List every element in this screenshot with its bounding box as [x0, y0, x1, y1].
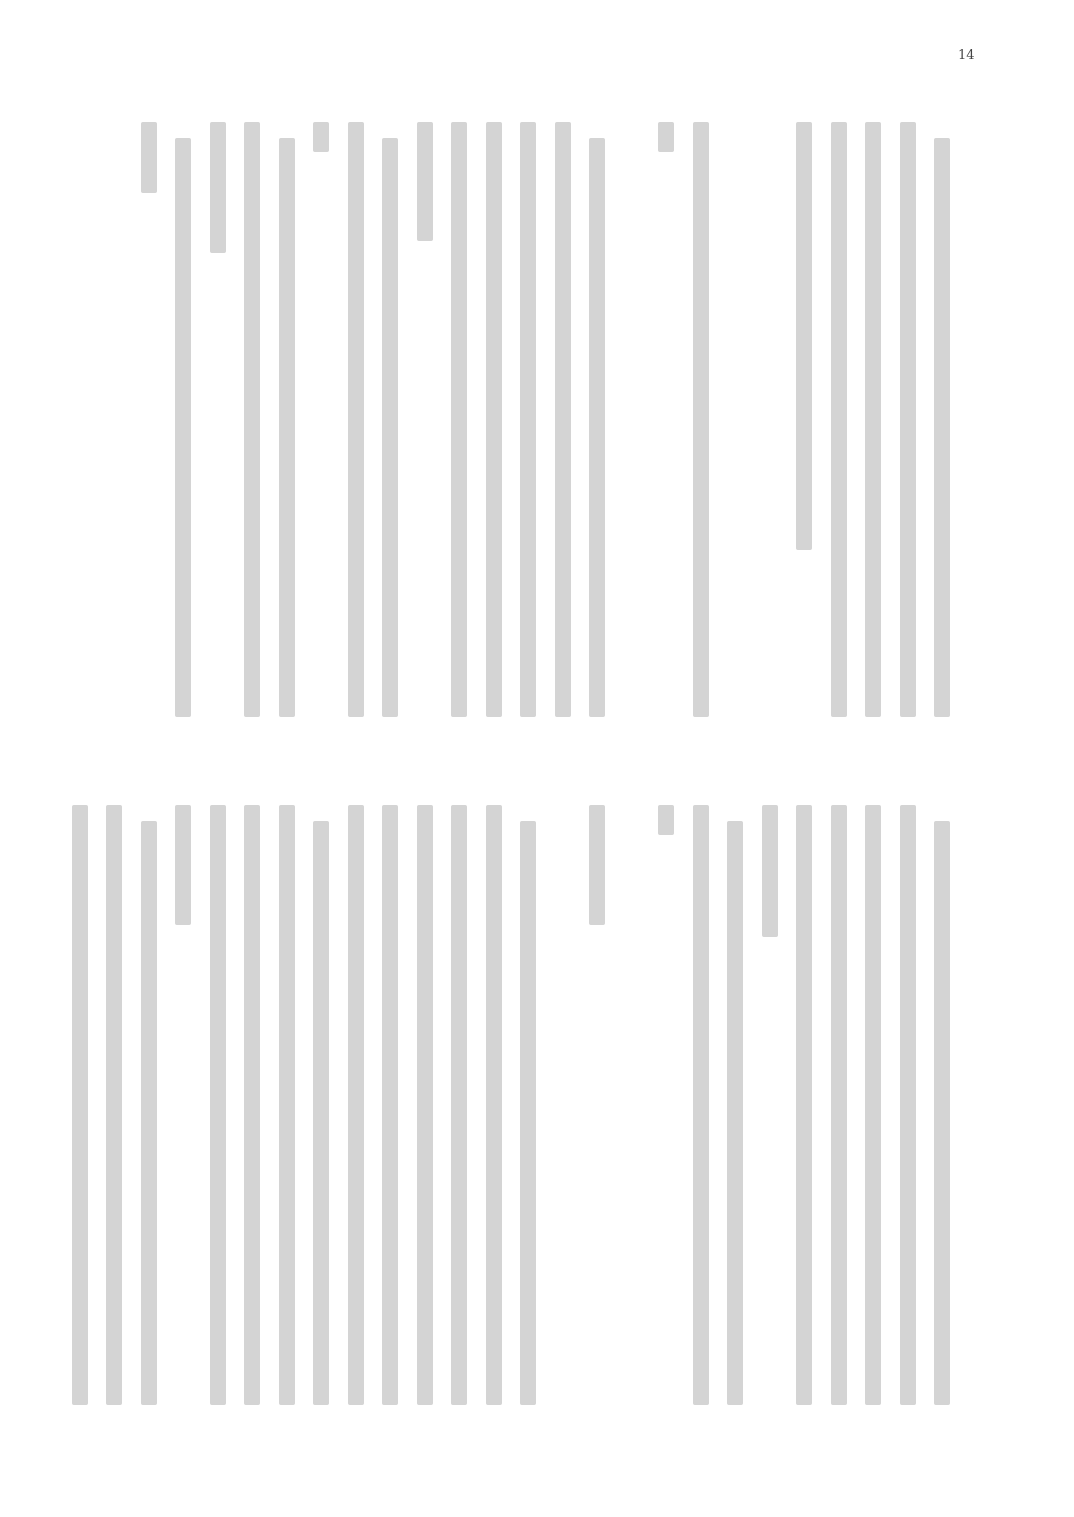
text-column-redacted	[520, 821, 536, 1405]
text-column-redacted	[141, 821, 157, 1405]
text-column-redacted	[796, 805, 812, 1405]
text-column-redacted	[175, 805, 191, 925]
text-column-redacted	[555, 122, 571, 717]
text-column-redacted	[313, 821, 329, 1405]
text-column-redacted	[486, 122, 502, 717]
text-column-redacted	[831, 122, 847, 717]
text-column-redacted	[382, 805, 398, 1405]
text-column-redacted	[244, 805, 260, 1405]
text-column-redacted	[589, 805, 605, 925]
text-column-redacted	[796, 122, 812, 550]
text-column-redacted	[693, 122, 709, 717]
text-column-redacted	[865, 805, 881, 1405]
text-column-redacted	[417, 805, 433, 1405]
text-column-redacted	[900, 805, 916, 1405]
text-column-redacted	[348, 805, 364, 1405]
text-column-redacted	[451, 805, 467, 1405]
text-column-redacted	[313, 122, 329, 152]
text-column-redacted	[762, 805, 778, 937]
text-column-redacted	[244, 122, 260, 717]
text-column-redacted	[831, 805, 847, 1405]
text-column-redacted	[589, 138, 605, 717]
text-column-redacted	[72, 805, 88, 1405]
text-column-redacted	[934, 821, 950, 1405]
text-column-redacted	[279, 138, 295, 717]
text-column-redacted	[279, 805, 295, 1405]
text-column-redacted	[934, 138, 950, 717]
text-column-redacted	[865, 122, 881, 717]
text-column-redacted	[520, 122, 536, 717]
text-column-redacted	[900, 122, 916, 717]
text-column-redacted	[175, 138, 191, 717]
text-column-redacted	[693, 805, 709, 1405]
text-column-redacted	[210, 805, 226, 1405]
text-column-redacted	[417, 122, 433, 241]
text-column-redacted	[141, 122, 157, 193]
text-column-redacted	[658, 805, 674, 835]
text-column-redacted	[486, 805, 502, 1405]
text-column-redacted	[348, 122, 364, 717]
text-column-redacted	[451, 122, 467, 717]
page-number: 14	[958, 48, 975, 63]
text-column-redacted	[727, 821, 743, 1405]
text-column-redacted	[106, 805, 122, 1405]
text-column-redacted	[382, 138, 398, 717]
text-column-redacted	[658, 122, 674, 152]
text-column-redacted	[210, 122, 226, 253]
